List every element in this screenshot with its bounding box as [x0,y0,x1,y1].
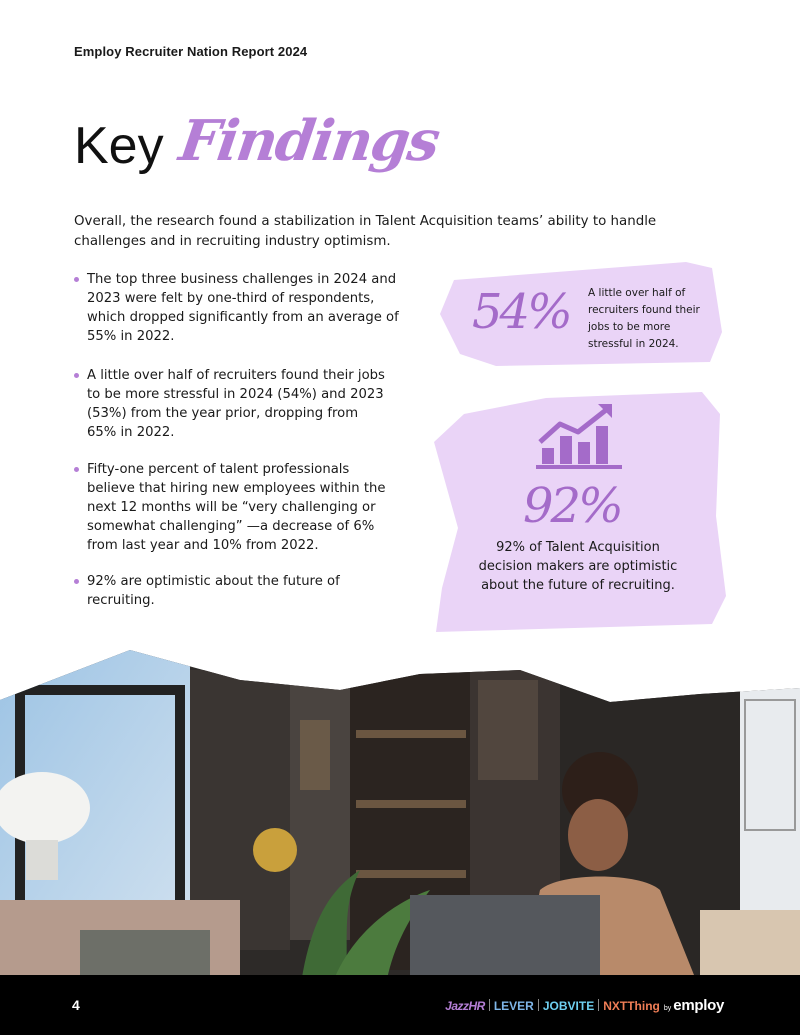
headline-key: Key [74,117,164,175]
bullet-dot-icon [74,373,79,378]
brand-logos [445,997,724,1014]
bullet-dot-icon [74,579,79,584]
jazzhr-logo: JazzHR [445,999,485,1013]
bullet-text: 92% are optimistic about the future of recruiting. [87,574,340,608]
recruiter-laptop-photo [0,640,800,990]
bar-chart-growth-icon [534,402,624,470]
stat-92-caption: 92% of Talent Acquisition decision makers are optimistic about the future of recruiting. [478,540,678,593]
report-title: Employ Recruiter Nation Report 2024 [74,44,308,59]
nxtthing-logo: NXTThing [603,999,660,1013]
page-number: 4 [72,997,80,1013]
employ-logo: employ [673,997,724,1014]
brand-divider [538,999,539,1011]
bullet-text: The top three business challenges in 2024 and 2023 were felt by one-third of respondents, which dropped significantly from an average of 55% in 2022. [87,272,399,344]
bullet-dot-icon [74,277,79,282]
brand-divider [598,999,599,1011]
intro-paragraph: Overall, the research found a stabilization in Talent Acquisition teams’ ability to handle challenges and in recruiting industry optimism. [74,214,657,249]
stat-54-value: 54% [472,284,570,340]
lever-logo: LEVER [493,999,534,1013]
list-item [74,366,387,442]
brand-divider [489,999,490,1011]
page-footer [0,975,800,1035]
list-item [74,270,412,346]
list-item [74,572,347,610]
by-label: by [663,1005,672,1012]
jobvite-logo: JOBVITE [542,999,595,1013]
stat-92-value: 92% [523,478,621,534]
bullet-dot-icon [74,467,79,472]
list-item [74,460,392,555]
bullet-text: Fifty-one percent of talent professionals believe that hiring new employees within the next 12 months will be “very challenging or somewhat challenging” —a decrease of 6% from last year and 10% from 2022. [87,462,386,553]
bullet-text: A little over half of recruiters found their jobs to be more stressful in 2024 (54%) and 2023 (53%) from the year prior, dropping from 65% in 2022. [87,368,385,440]
stat-54-caption: A little over half of recruiters found their jobs to be more stressful in 2024. [588,287,700,350]
headline-findings: Findings [175,108,443,174]
